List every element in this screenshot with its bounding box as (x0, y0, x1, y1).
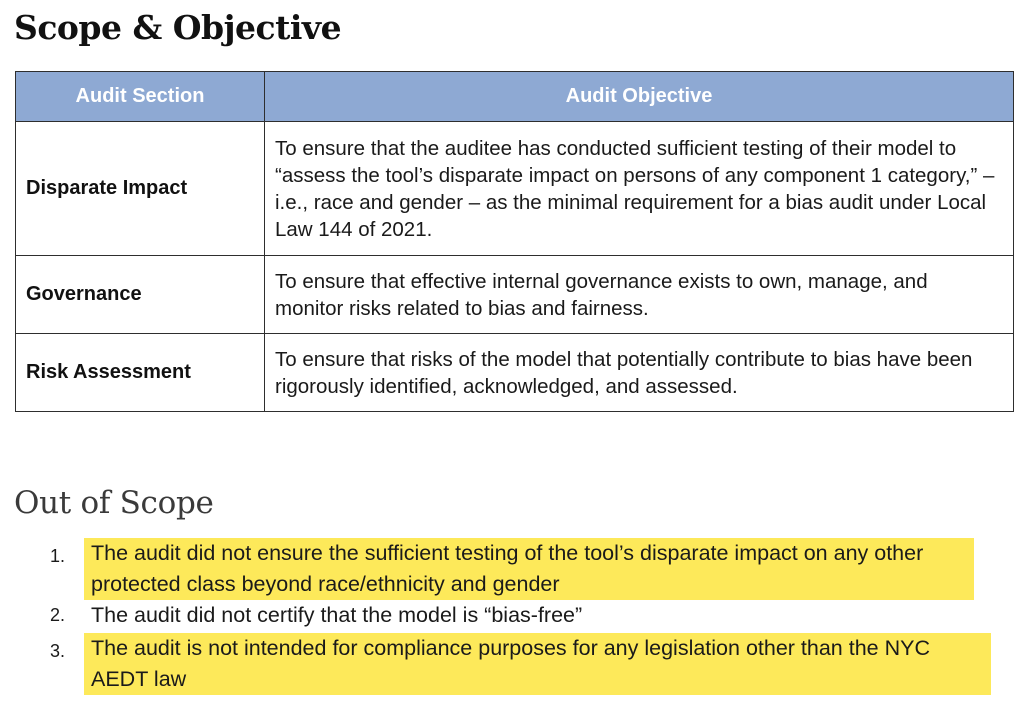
table-header-row (16, 72, 1014, 122)
table-row (16, 334, 1014, 412)
column-header-audit-objective: Audit Objective (265, 72, 1014, 122)
list-item (0, 538, 1024, 602)
column-header-audit-section: Audit Section (16, 72, 265, 122)
list-item-text: The audit is not intended for compliance purposes for any legislation other than the NYC AEDT law (84, 633, 991, 695)
table-row (16, 122, 1014, 256)
table-row (16, 256, 1014, 334)
out-of-scope-list (0, 538, 1024, 703)
scope-objective-heading: Scope & Objective (14, 8, 342, 47)
audit-section-cell: Risk Assessment (16, 334, 265, 412)
audit-objective-cell: To ensure that the auditee has conducted sufficient testing of their model to “assess the tool’s disparate impact on persons of any component 1 category,” – i.e., race and gender – as the minimal requirement for a bias audit under Local Law 144 of 2021. (265, 122, 1014, 256)
audit-objective-cell: To ensure that effective internal governance exists to own, manage, and monitor risks related to bias and fairness. (265, 256, 1014, 334)
audit-objective-cell: To ensure that risks of the model that potentially contribute to bias have been rigorously identified, acknowledged, and assessed. (265, 334, 1014, 412)
list-item-number: 3. (50, 641, 66, 661)
audit-section-cell: Disparate Impact (16, 122, 265, 256)
list-item-text: The audit did not ensure the sufficient testing of the tool’s disparate impact on any other protected class beyond race/ethnicity and gender (84, 538, 974, 600)
list-item-text: The audit did not certify that the model is “bias-free” (91, 603, 583, 627)
list-item (0, 633, 1024, 703)
audit-table (15, 71, 1014, 412)
list-item-number: 1. (50, 546, 66, 566)
audit-section-cell: Governance (16, 256, 265, 334)
list-item-number: 2. (50, 605, 66, 625)
out-of-scope-heading: Out of Scope (14, 485, 214, 521)
list-item (0, 602, 1024, 629)
